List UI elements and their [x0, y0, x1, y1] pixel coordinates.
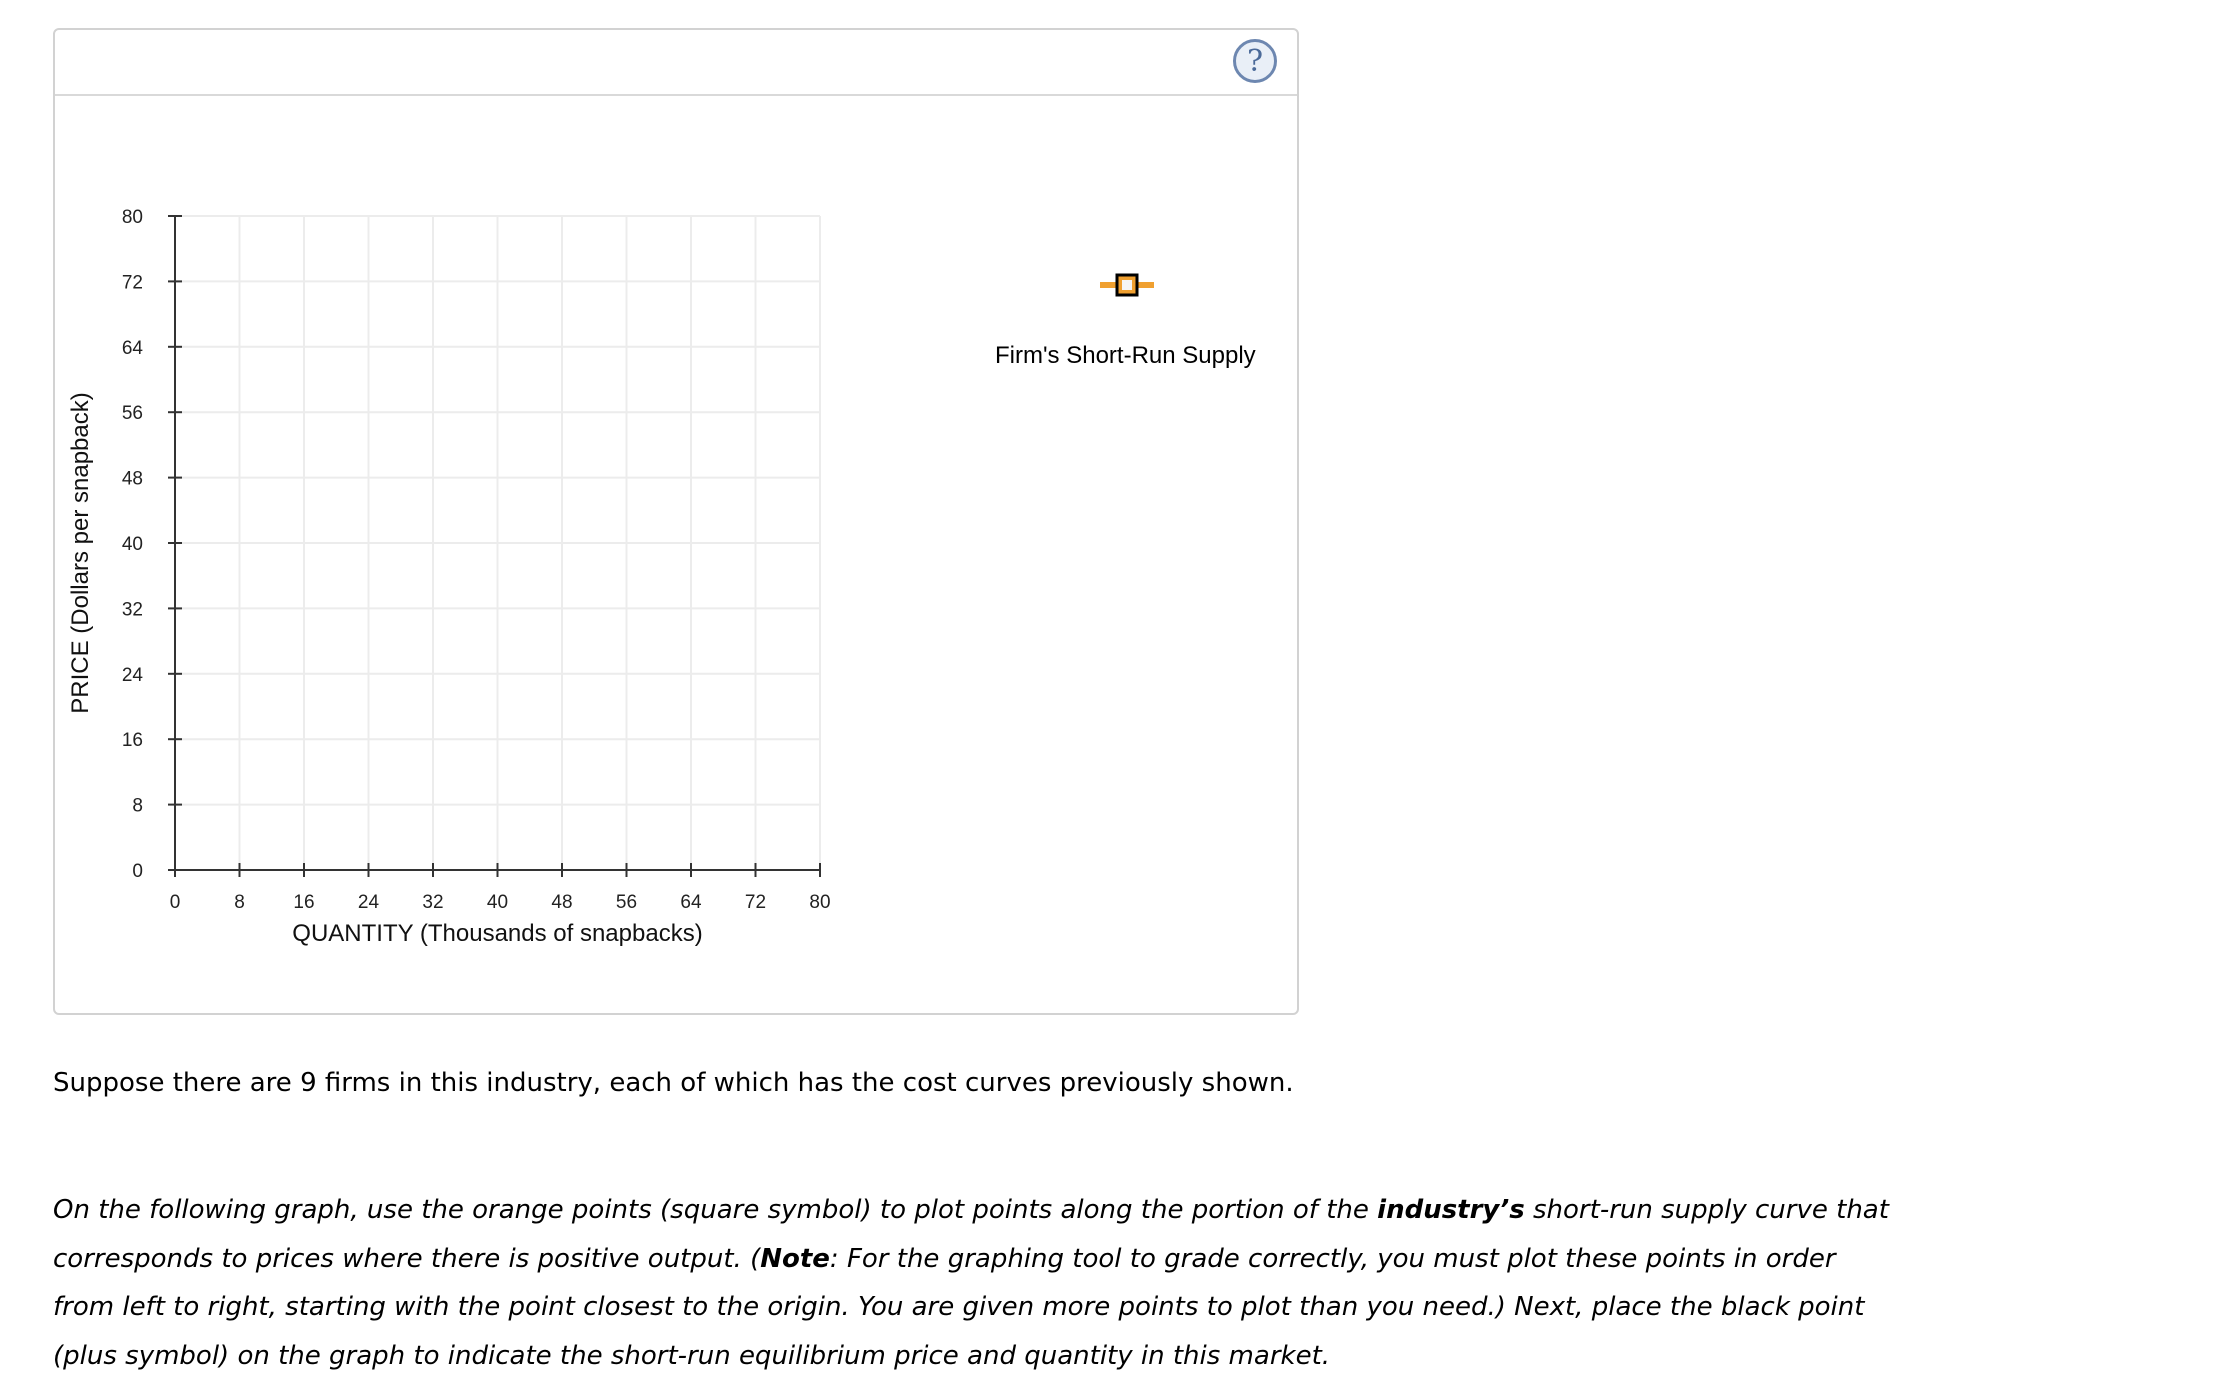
graph-panel [53, 28, 1299, 1015]
y-tick-label: 0 [132, 861, 143, 882]
x-tick-label: 56 [615, 892, 638, 913]
y-tick-label: 56 [121, 403, 143, 425]
instructions-emphasis-industry: industry’s [1377, 1195, 1525, 1225]
x-tick-label: 0 [169, 892, 181, 913]
y-tick-label: 80 [121, 207, 143, 228]
question-icon: ? [1246, 43, 1264, 79]
y-tick-label: 72 [121, 272, 143, 294]
y-tick-label: 32 [121, 599, 143, 621]
instructions-part-1: On the following graph, use the orange points (square symbol) to plot points along the portion of the [53, 1195, 1378, 1225]
supply-graph[interactable] [55, 30, 1297, 1013]
instructions-emphasis-note: Note [760, 1243, 830, 1274]
y-axis-title: PRICE (Dollars per snapback) [67, 392, 94, 714]
y-tick-label: 24 [121, 664, 143, 686]
prompt-text: Suppose there are 9 firms in this industry, each of which has the cost curves previously shown. [53, 1068, 1294, 1098]
x-tick-label: 48 [551, 892, 573, 913]
x-tick-label: 24 [357, 892, 380, 913]
x-tick-label: 32 [422, 892, 444, 913]
x-tick-label: 8 [234, 892, 245, 913]
instructions-text [53, 1186, 1893, 1380]
square-inner [1122, 280, 1132, 290]
instructions-part-2: short-run supply curve that corresponds to prices where there is positive output. ( [53, 1195, 1889, 1274]
instructions-part-3: : For the graphing tool to grade correctly, you must plot these points in order from left to right, starting with the point closest to the origin. You are given more points to plot than you need.) Next, place the black point (plus symbol) on the graph to indicate the short-run equilibrium price and quantity in this market. [53, 1243, 1865, 1371]
orange-square-point-tool[interactable] [1100, 273, 1154, 297]
legend-label: Firm's Short-Run Supply [995, 342, 1256, 369]
x-tick-label: 64 [680, 892, 702, 913]
y-tick-label: 64 [121, 337, 143, 359]
x-tick-label: 40 [486, 892, 509, 913]
x-axis-title: QUANTITY (Thousands of snapbacks) [292, 920, 703, 947]
x-tick-label: 16 [293, 892, 315, 913]
y-tick-label: 48 [121, 468, 143, 490]
y-tick-label: 40 [121, 534, 143, 555]
x-tick-label: 80 [809, 892, 831, 913]
x-tick-label: 72 [744, 892, 767, 913]
y-tick-label: 8 [132, 795, 143, 817]
y-tick-label: 16 [121, 730, 143, 752]
